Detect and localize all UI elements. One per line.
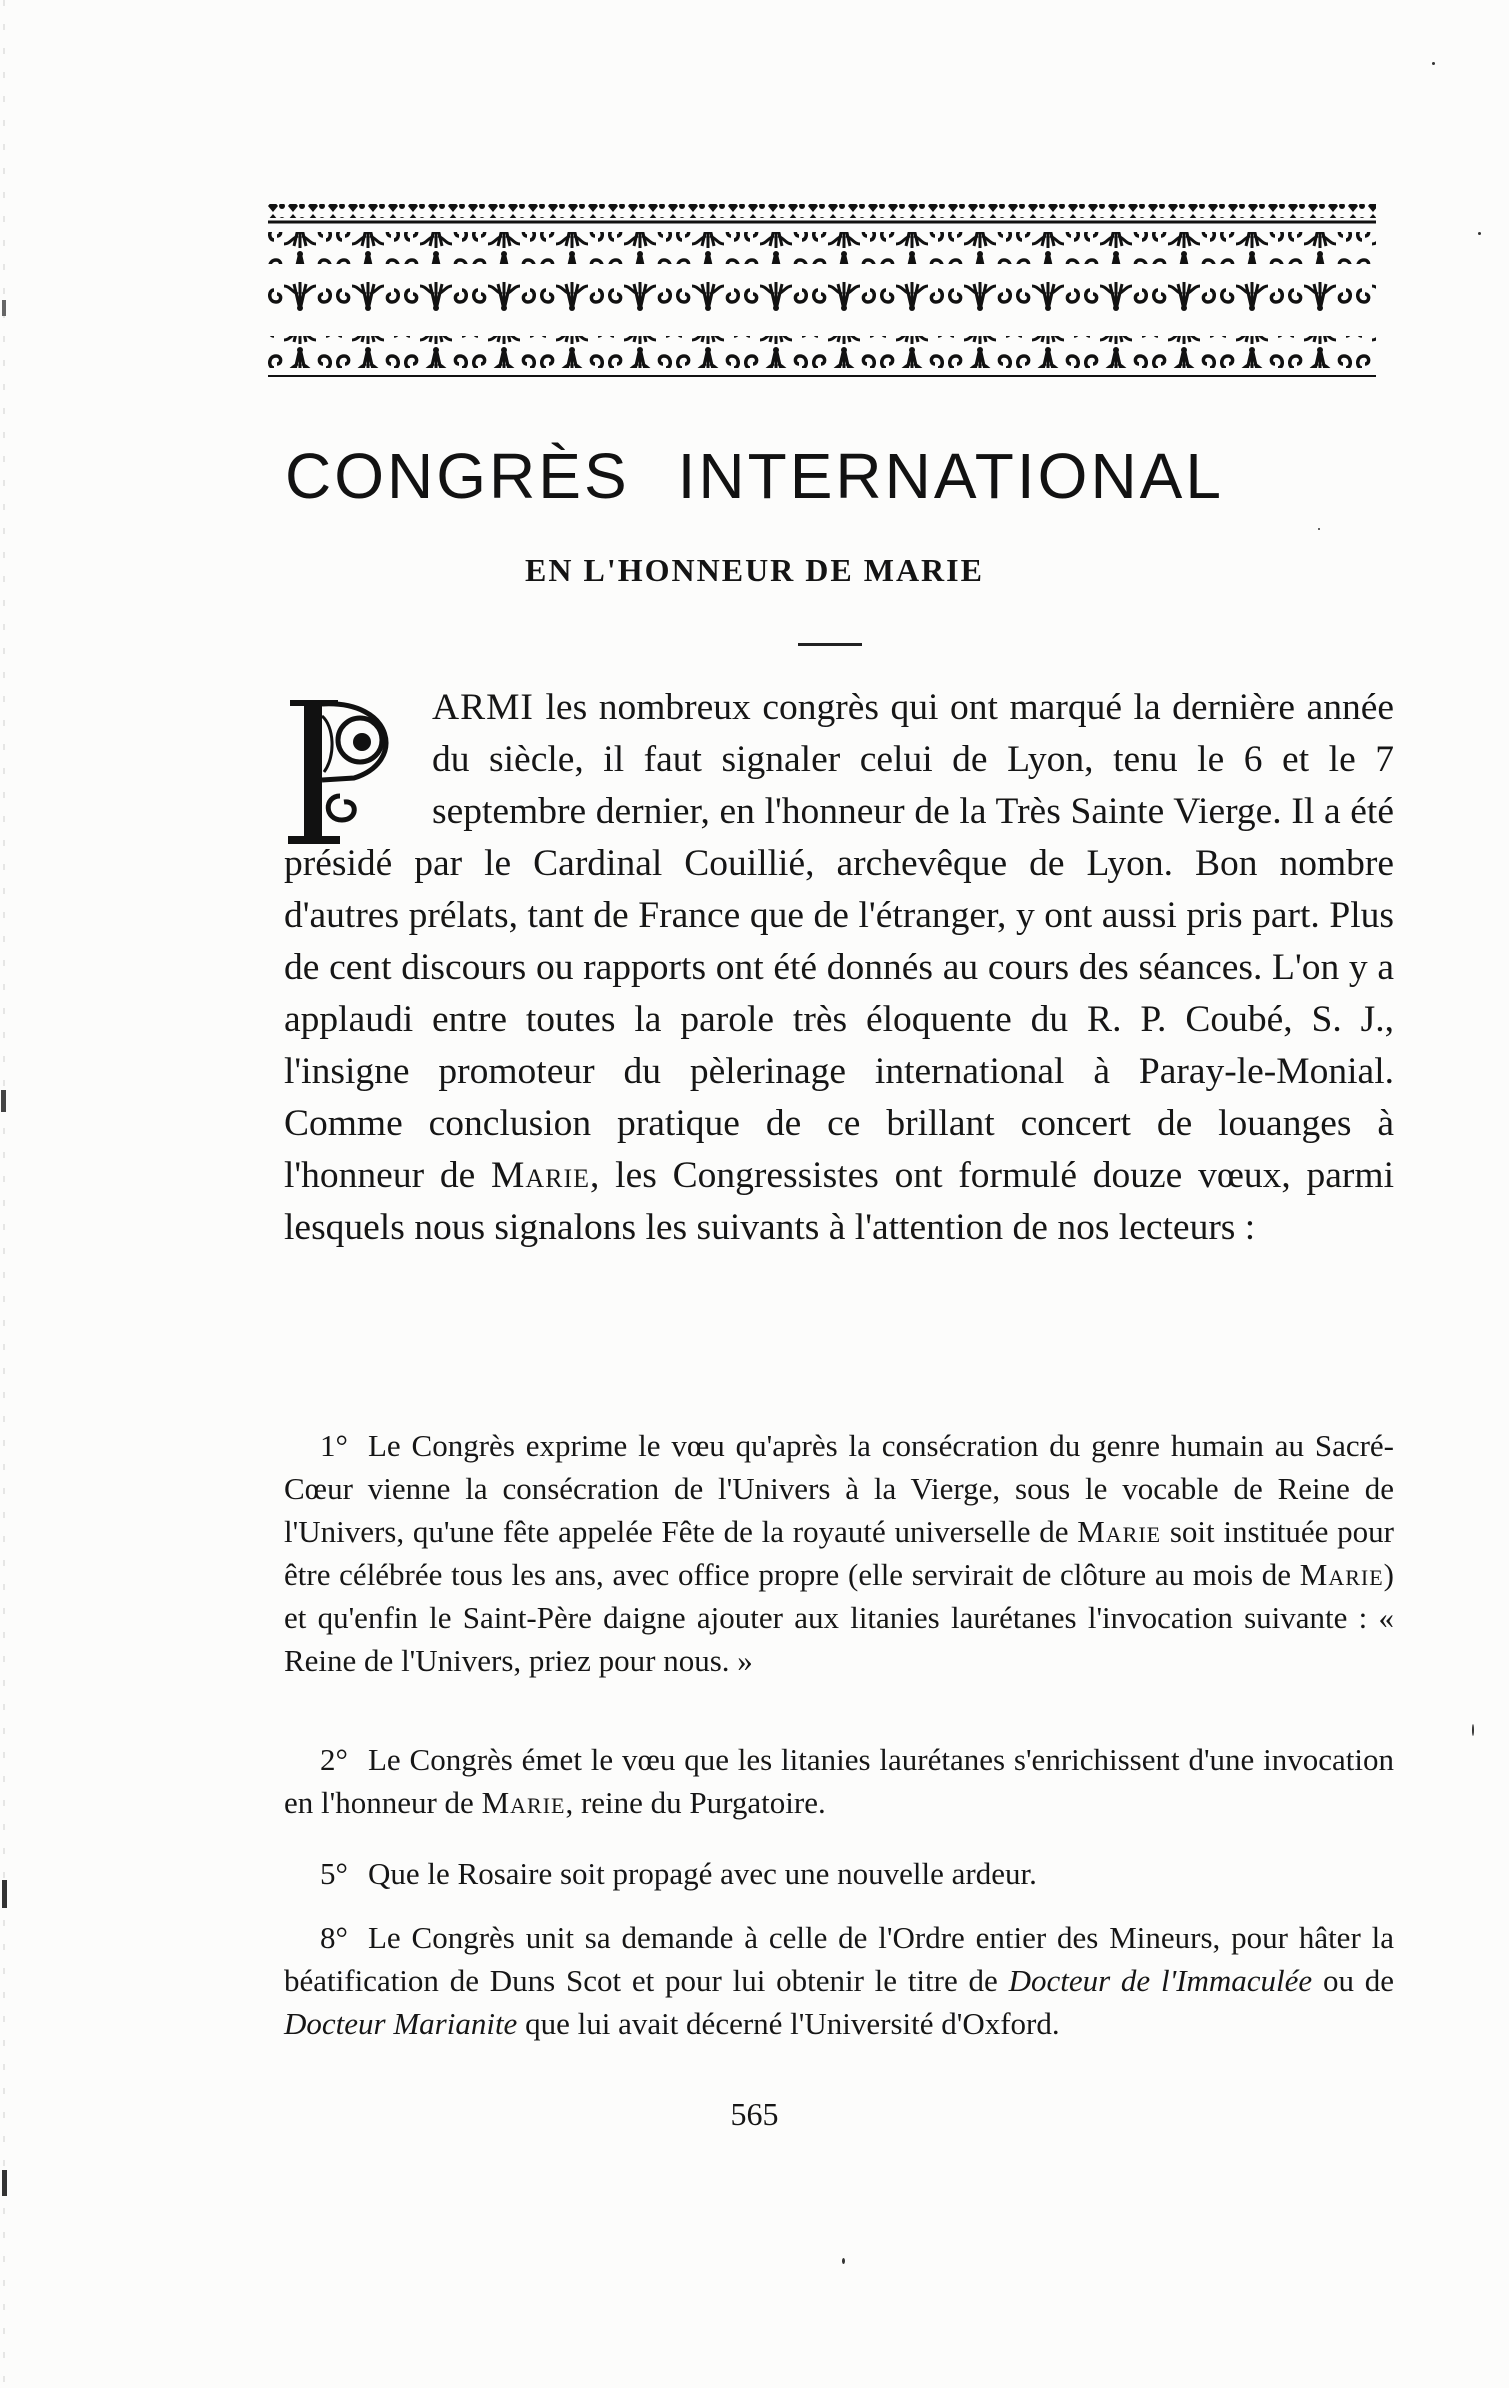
vow-2-text-part-2: , reine du Purgatoire.	[565, 1785, 826, 1820]
vow-8-title-2: Docteur Marianite	[284, 2006, 518, 2041]
body-paragraph	[284, 682, 1394, 1254]
vow-8-text-part-1: Le Congrès unit sa demande à celle de l'Ordre entier des Mineurs, pour hâter la béatification de Duns Scot et pour lui obtenir le titre de	[284, 1920, 1394, 1998]
body-first-word: ARMI	[432, 687, 534, 728]
vow-item-2	[284, 1738, 1394, 1824]
vow-2-marie: Marie	[481, 1785, 566, 1820]
vow-item-1	[284, 1424, 1394, 1682]
scan-speck	[842, 2258, 845, 2264]
vow-5-number: 5°	[320, 1856, 348, 1891]
vow-1-marie-2: Marie	[1299, 1557, 1384, 1592]
scan-speck	[1472, 1724, 1474, 1736]
scan-speck	[1432, 62, 1435, 65]
body-marie: Marie	[491, 1155, 591, 1196]
title-word-1: CONGRÈS	[285, 440, 630, 512]
ornamental-header-band	[268, 186, 1378, 386]
vow-8-text-part-2: ou de	[1312, 1963, 1394, 1998]
vow-2-number: 2°	[320, 1742, 348, 1777]
scan-speck	[1478, 232, 1481, 235]
vow-2-text-part-1: Le Congrès émet le vœu que les litanies laurétanes s'enrichissent d'une invocation en l'honneur de	[284, 1742, 1394, 1820]
vow-item-5	[284, 1852, 1394, 1895]
vow-1-text-part-2: soit instituée pour être célébrée tous les ans, avec office propre (elle servirait de clôture au mois de	[284, 1514, 1394, 1592]
vow-8-text-part-3: que lui avait décerné l'Université d'Oxford.	[517, 2006, 1060, 2041]
vow-item-8	[284, 1916, 1394, 2045]
dropcap-letter: P	[284, 696, 285, 697]
vow-8-number: 8°	[320, 1920, 348, 1955]
subtitle: EN L'HONNEUR DE MARIE	[525, 552, 984, 588]
vow-5-text: Que le Rosaire soit propagé avec une nouvelle ardeur.	[368, 1856, 1037, 1891]
vow-8-title-1: Docteur de l'Immaculée	[1008, 1963, 1313, 1998]
body-text-part-1: les nombreux congrès qui ont marqué la dernière année du siècle, il faut signaler celui de Lyon, tenu le 6 et le 7 septembre dernier, en l'honneur de la Très Sainte Vierge. Il a été présidé par le Cardinal Couillié, archevêque de Lyon. Bon nombre d'autres prélats, tant de France que de l'étranger, y ont aussi pris part. Plus de cent discours ou rapports ont été donnés au cours des séances. L'on y a applaudi entre toutes la parole très éloquente du R. P. Coubé, S. J., l'insigne promoteur du pèlerinage international à Paray-le-Monial. Comme conclusion pratique de ce brillant concert de louanges à l'honneur de	[284, 687, 1394, 1196]
scan-speck	[1318, 528, 1320, 530]
page-title	[0, 438, 1509, 514]
title-word-2: INTERNATIONAL	[677, 440, 1224, 512]
scan-edge-marks	[0, 0, 14, 2388]
title-rule-divider	[798, 643, 862, 646]
page-number: 565	[730, 2096, 779, 2132]
vow-1-text-part-1: Le Congrès exprime le vœu qu'après la consécration du genre humain au Sacré-Cœur vienne la consécration de l'Univers à la Vierge, sous le vocable de Reine de l'Univers, qu'une fête appelée Fête de la royauté universelle de	[284, 1428, 1394, 1549]
vow-1-number: 1°	[320, 1428, 348, 1463]
body-text-part-2: , les Congressistes ont formulé douze vœux, parmi lesquels nous signalons les suivants à l'attention de nos lecteurs :	[284, 1155, 1395, 1248]
vow-1-marie-1: Marie	[1077, 1514, 1162, 1549]
vow-1-text-part-3: ) et qu'enfin le Saint-Père daigne ajouter aux litanies laurétanes l'invocation suivante : « Reine de l'Univers, priez pour nous. »	[284, 1557, 1394, 1678]
